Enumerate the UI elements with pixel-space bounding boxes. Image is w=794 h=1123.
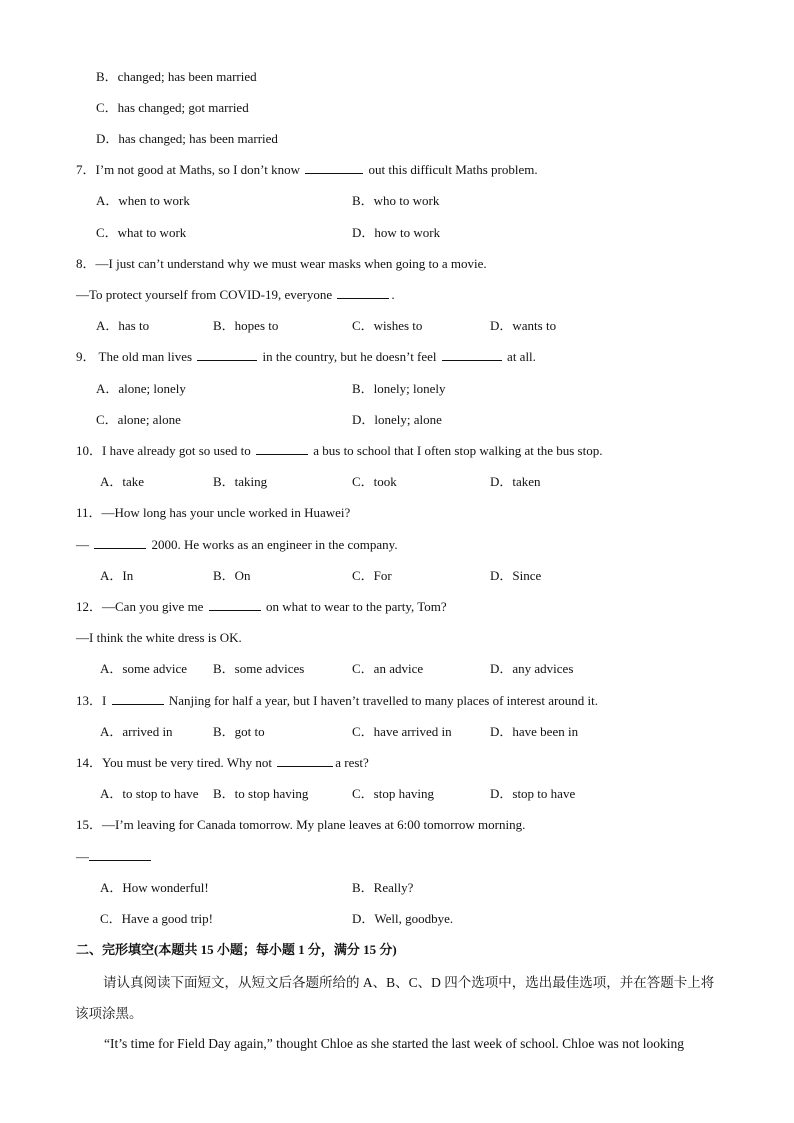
q9-blank-2 bbox=[442, 349, 502, 361]
q15-reply bbox=[76, 849, 153, 865]
q7-stem bbox=[76, 162, 538, 178]
q9-option-d: D．lonely; alone bbox=[352, 412, 442, 427]
q13-stem bbox=[76, 693, 598, 709]
q9-option-c: C．alone; alone bbox=[96, 412, 181, 427]
q12-option-c: C．an advice bbox=[352, 661, 424, 676]
q11-reply-pre: — bbox=[76, 537, 89, 552]
q10-option-a: A．take bbox=[100, 474, 145, 489]
q13-option-a: A．arrived in bbox=[100, 724, 173, 739]
q9-option-a: A．alone; lonely bbox=[96, 381, 186, 396]
q13-option-b: B．got to bbox=[213, 724, 265, 739]
q7-option-b: B．who to work bbox=[352, 193, 440, 208]
q10-option-d: D．taken bbox=[490, 474, 541, 489]
q7-option-c: C．what to work bbox=[96, 225, 187, 240]
q14-stem-pre: 14．You must be very tired. Why not bbox=[76, 755, 272, 770]
q10-option-c: C．took bbox=[352, 474, 397, 489]
q14-stem-post: a rest? bbox=[335, 755, 369, 770]
q14-option-b: B．to stop having bbox=[213, 786, 309, 801]
q11-reply-post: 2000. He works as an engineer in the company. bbox=[151, 537, 398, 552]
q8-blank bbox=[337, 287, 389, 299]
q13-option-d: D．have been in bbox=[490, 724, 579, 739]
q15-option-b: B．Really? bbox=[352, 880, 414, 895]
q9-stem-mid: in the country, but he doesn’t feel bbox=[262, 349, 437, 364]
q11-option-b: B．On bbox=[213, 568, 251, 583]
q13-stem-post: Nanjing for half a year, but I haven’t travelled to many places of interest around it. bbox=[168, 693, 599, 708]
q11-reply bbox=[76, 537, 398, 553]
q13-stem-pre: 13．I bbox=[76, 693, 107, 708]
q10-stem bbox=[76, 443, 602, 459]
q15-option-c: C．Have a good trip! bbox=[100, 911, 214, 926]
q6-option-d: D．has changed; has been married bbox=[96, 131, 278, 146]
q8-option-d: D．wants to bbox=[490, 318, 557, 333]
q8-reply-pre: —To protect yourself from COVID-19, everyone bbox=[76, 287, 333, 302]
q15-blank bbox=[89, 849, 151, 861]
q7-option-a: A．when to work bbox=[96, 193, 190, 208]
q11-stem: 11．—How long has your uncle worked in Huawei? bbox=[76, 505, 351, 520]
q9-stem-post: at all. bbox=[507, 349, 536, 364]
q13-option-c: C．have arrived in bbox=[352, 724, 452, 739]
q13-blank bbox=[112, 693, 164, 705]
q6-option-b: B．changed; has been married bbox=[96, 69, 257, 84]
q7-stem-pre: 7．I’m not good at Maths, so I don’t know bbox=[76, 162, 300, 177]
section2-heading: 二、完形填空(本题共 15 小题；每小题 1 分，满分 15 分) bbox=[76, 942, 397, 957]
q9-stem-pre: 9． The old man lives bbox=[76, 349, 193, 364]
q15-stem: 15．—I’m leaving for Canada tomorrow. My plane leaves at 6:00 tomorrow morning. bbox=[76, 817, 526, 832]
q14-option-c: C．stop having bbox=[352, 786, 434, 801]
q12-option-d: D．any advices bbox=[490, 661, 574, 676]
q14-blank bbox=[277, 755, 333, 767]
q14-option-d: D．stop to have bbox=[490, 786, 576, 801]
q9-blank-1 bbox=[197, 349, 257, 361]
passage-first-line: “It’s time for Field Day again,” thought Chloe as she started the last week of school. Chloe was not looking bbox=[104, 1036, 685, 1051]
q12-option-a: A．some advice bbox=[100, 661, 188, 676]
q6-option-c: C．has changed; got married bbox=[96, 100, 249, 115]
q9-option-b: B．lonely; lonely bbox=[352, 381, 446, 396]
q15-option-d: D．Well, goodbye. bbox=[352, 911, 454, 926]
q8-reply-post: . bbox=[391, 287, 395, 302]
q8-stem: 8．—I just can’t understand why we must wear masks when going to a movie. bbox=[76, 256, 487, 271]
q7-option-d: D．how to work bbox=[352, 225, 441, 240]
q11-blank bbox=[94, 537, 146, 549]
q12-stem bbox=[76, 599, 447, 615]
q9-stem bbox=[76, 349, 536, 365]
q8-option-c: C．wishes to bbox=[352, 318, 423, 333]
section2-instruction: 请认真阅读下面短文，从短文后各题所给的 A、B、C、D 四个选项中，选出最佳选项，并在答题卡上将该项涂黑。 bbox=[75, 975, 715, 1021]
q11-option-c: C．For bbox=[352, 568, 392, 583]
q10-stem-pre: 10．I have already got so used to bbox=[76, 443, 251, 458]
q10-stem-post: a bus to school that I often stop walking at the bus stop. bbox=[313, 443, 603, 458]
q15-reply-pre: — bbox=[76, 849, 89, 864]
q7-blank bbox=[305, 162, 363, 174]
q15-option-a: A．How wonderful! bbox=[100, 880, 209, 895]
q10-option-b: B．taking bbox=[213, 474, 268, 489]
q8-option-a: A．has to bbox=[96, 318, 150, 333]
q12-option-b: B．some advices bbox=[213, 661, 305, 676]
q8-reply bbox=[76, 287, 395, 303]
q8-option-b: B．hopes to bbox=[213, 318, 279, 333]
q14-stem bbox=[76, 755, 369, 771]
q11-option-a: A．In bbox=[100, 568, 134, 583]
q12-stem-pre: 12．—Can you give me bbox=[76, 599, 204, 614]
q10-blank bbox=[256, 443, 308, 455]
q12-blank bbox=[209, 599, 261, 611]
q12-stem-post: on what to wear to the party, Tom? bbox=[265, 599, 447, 614]
q7-stem-post: out this difficult Maths problem. bbox=[368, 162, 538, 177]
q14-option-a: A．to stop to have bbox=[100, 786, 199, 801]
q12-reply: —I think the white dress is OK. bbox=[76, 630, 242, 645]
q11-option-d: D．Since bbox=[490, 568, 542, 583]
